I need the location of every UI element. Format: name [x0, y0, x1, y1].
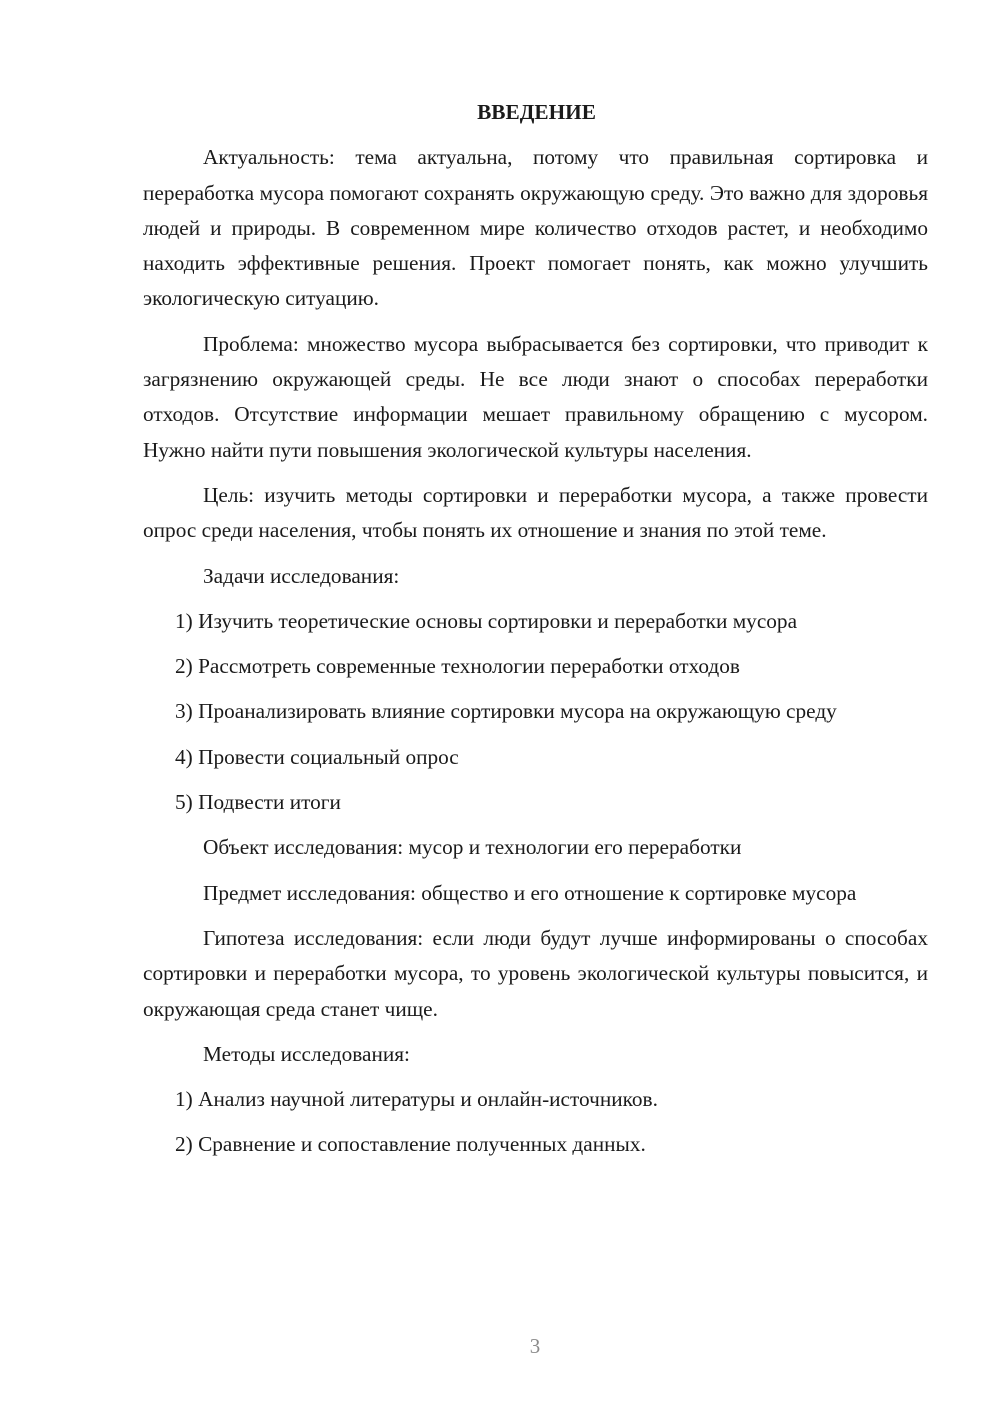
- relevance-paragraph: Актуальность: тема актуальна, потому что правильная сортировка и переработка мусора помогают сохранять окружающую среду. Это важно для здоровья людей и природы. В современном мире количество отходов растет, и необходимо находить эффективные решения. Проект помогает понять, как можно улучшить экологическую ситуацию.: [143, 145, 928, 311]
- task-item: 1) Изучить теоретические основы сортировки и переработки мусора: [175, 608, 798, 633]
- methods-title: Методы исследования:: [203, 1041, 410, 1066]
- method-item: 1) Анализ научной литературы и онлайн-источников.: [175, 1087, 658, 1112]
- task-item: 3) Проанализировать влияние сортировки мусора на окружающую среду: [175, 699, 837, 724]
- document-body: [143, 95, 928, 1173]
- method-item: 2) Сравнение и сопоставление полученных данных.: [175, 1132, 646, 1157]
- tasks-title: Задачи исследования:: [203, 563, 400, 588]
- subject-paragraph: Предмет исследования: общество и его отношение к сортировке мусора: [203, 880, 857, 905]
- page-number: 3: [529, 1334, 541, 1358]
- object-paragraph: Объект исследования: мусор и технологии его переработки: [203, 835, 742, 860]
- goal-paragraph: Цель: изучить методы сортировки и переработки мусора, а также провести опрос среди населения, чтобы понять их отношение и знания по этой теме.: [143, 482, 928, 543]
- task-item: 2) Рассмотреть современные технологии переработки отходов: [175, 654, 740, 679]
- task-item: 5) Подвести итоги: [175, 790, 341, 815]
- problem-paragraph: Проблема: множество мусора выбрасывается без сортировки, что приводит к загрязнению окружающей среды. Не все люди знают о способах переработки отходов. Отсутствие информации мешает правильному обращению с мусором. Нужно найти пути повышения экологической культуры населения.: [143, 331, 928, 462]
- page-title: ВВЕДЕНИЕ: [477, 100, 596, 124]
- hypothesis-paragraph: Гипотеза исследования: если люди будут лучше информированы о способах сортировки и переработки мусора, то уровень экологической культуры повысится, и окружающая среда станет чище.: [143, 925, 928, 1021]
- task-item: 4) Провести социальный опрос: [175, 744, 459, 769]
